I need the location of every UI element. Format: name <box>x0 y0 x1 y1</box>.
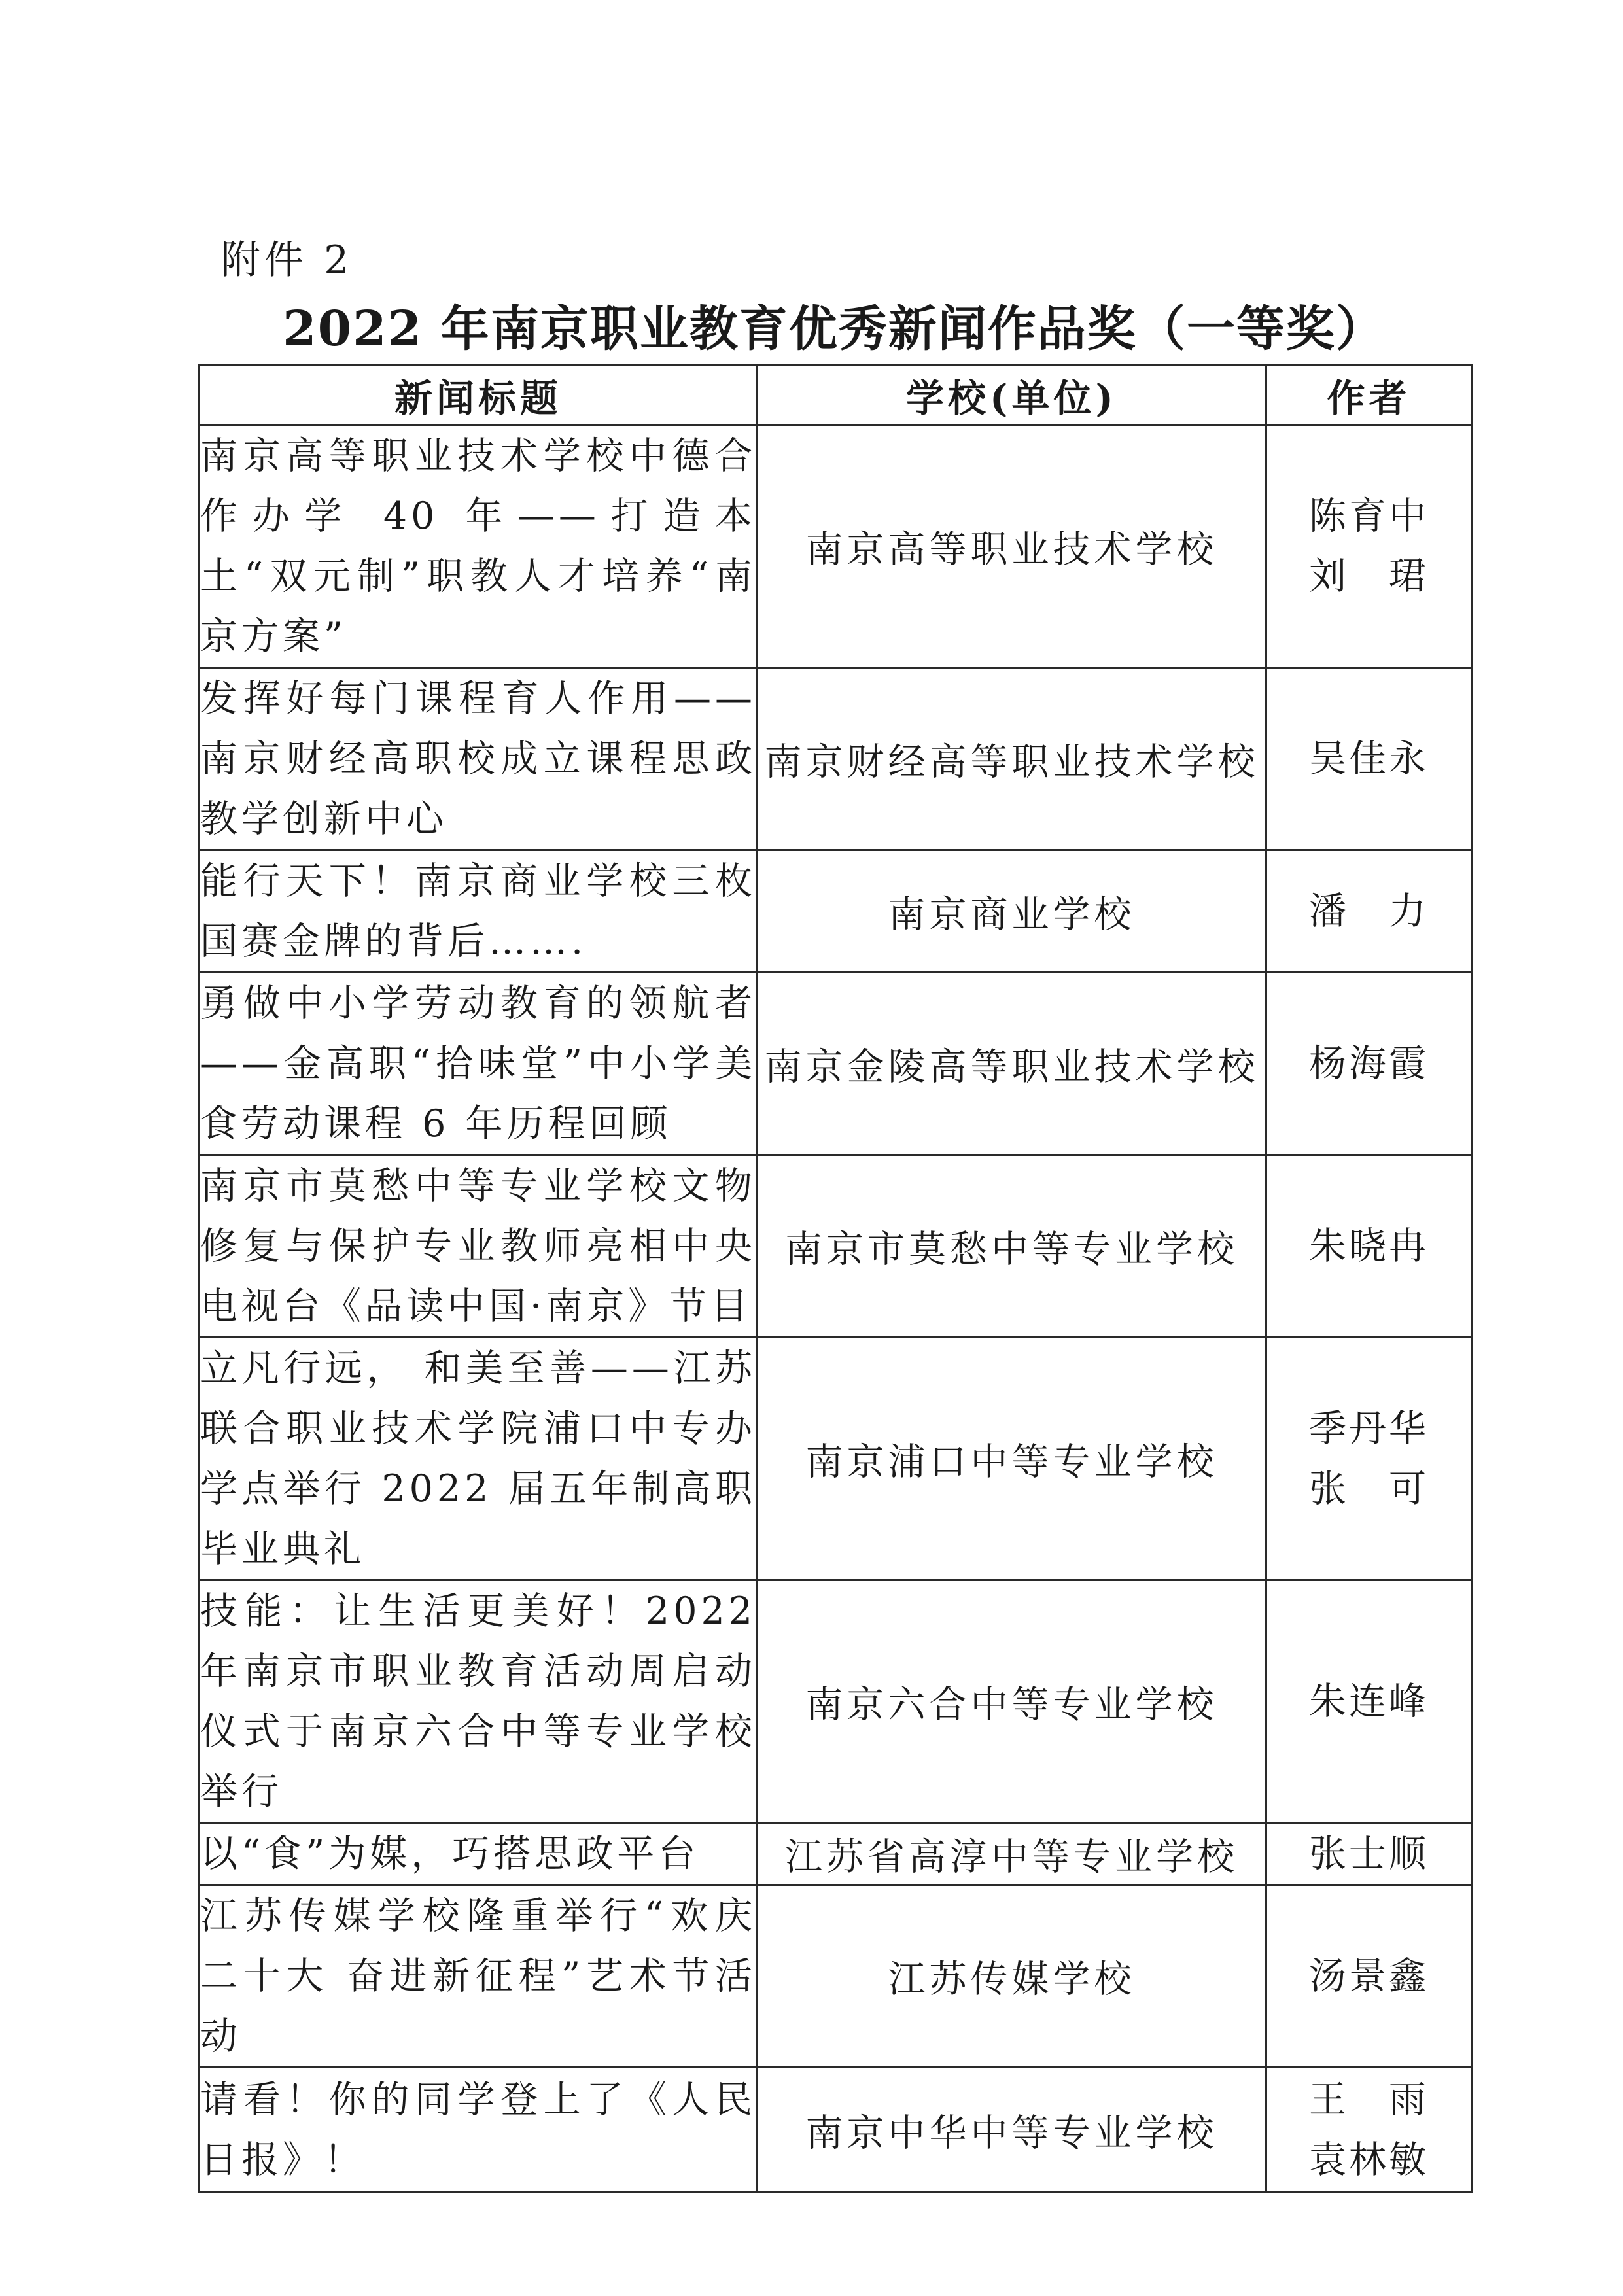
author-name: 吴佳永 <box>1309 737 1429 780</box>
school-cell: 南京高等职业技术学校 <box>758 425 1266 668</box>
table-row <box>200 1155 1472 1338</box>
news-title-cell: 请看！你的同学登上了《人民日报》！ <box>200 2068 758 2192</box>
header-author: 作者 <box>1266 365 1472 425</box>
school-cell: 南京商业学校 <box>758 850 1266 973</box>
news-title-cell: 技能：让生活更美好！2022 年南京市职业教育活动周启动仪式于南京六合中等专业学校举行 <box>200 1580 758 1823</box>
author-cell <box>1266 1155 1472 1338</box>
author-cell <box>1266 668 1472 850</box>
news-title-cell: 发挥好每门课程育人作用——南京财经高职校成立课程思政教学创新中心 <box>200 668 758 850</box>
author-name: 朱晓冉 <box>1309 1225 1429 1268</box>
school-cell: 江苏省高淳中等专业学校 <box>758 1823 1266 1885</box>
news-title-cell: 江苏传媒学校隆重举行“欢庆二十大 奋进新征程”艺术节活动 <box>200 1885 758 2068</box>
author-name: 潘 力 <box>1309 890 1429 933</box>
author-name: 陈育中 <box>1309 495 1429 538</box>
author-name: 杨海霞 <box>1309 1042 1429 1085</box>
header-school: 学校(单位) <box>758 365 1266 425</box>
author-cell <box>1266 425 1472 668</box>
author-cell <box>1266 1823 1472 1885</box>
table-row <box>200 2068 1472 2192</box>
table-row <box>200 425 1472 668</box>
table-row <box>200 1338 1472 1580</box>
news-title-cell: 南京高等职业技术学校中德合作办学 40 年——打造本土“双元制”职教人才培养“南京方案” <box>200 425 758 668</box>
document-title: 2022 年南京职业教育优秀新闻作品奖（一等奖） <box>283 301 1386 357</box>
table-header-row <box>200 365 1472 425</box>
school-cell: 南京财经高等职业技术学校 <box>758 668 1266 850</box>
author-name: 张士顺 <box>1309 1832 1429 1875</box>
table-row <box>200 850 1472 973</box>
award-table <box>198 364 1473 2193</box>
author-name: 刘 珺 <box>1309 555 1429 598</box>
author-cell <box>1266 1885 1472 2068</box>
attachment-label: 附件 2 <box>221 237 353 283</box>
news-title-cell: 以“食”为媒，巧搭思政平台 <box>200 1823 758 1885</box>
school-cell: 南京六合中等专业学校 <box>758 1580 1266 1823</box>
author-name: 朱连峰 <box>1309 1680 1429 1723</box>
news-title-cell: 勇做中小学劳动教育的领航者——金高职“拾味堂”中小学美食劳动课程 6 年历程回顾 <box>200 973 758 1155</box>
school-cell: 南京金陵高等职业技术学校 <box>758 973 1266 1155</box>
table-row <box>200 668 1472 850</box>
author-cell <box>1266 850 1472 973</box>
author-cell <box>1266 2068 1472 2192</box>
table-row <box>200 973 1472 1155</box>
school-cell: 江苏传媒学校 <box>758 1885 1266 2068</box>
author-cell <box>1266 1580 1472 1823</box>
table-row <box>200 1580 1472 1823</box>
news-title-cell: 南京市莫愁中等专业学校文物修复与保护专业教师亮相中央电视台《品读中国·南京》节目 <box>200 1155 758 1338</box>
table-row <box>200 1885 1472 2068</box>
author-name: 张 可 <box>1309 1467 1429 1510</box>
author-name: 季丹华 <box>1309 1407 1429 1450</box>
header-news-title: 新闻标题 <box>200 365 758 425</box>
school-cell: 南京浦口中等专业学校 <box>758 1338 1266 1580</box>
news-title-cell: 立凡行远， 和美至善——江苏联合职业技术学院浦口中专办学点举行 2022 届五年制高职毕业典礼 <box>200 1338 758 1580</box>
table-row <box>200 1823 1472 1885</box>
author-cell <box>1266 973 1472 1155</box>
author-name: 袁林敏 <box>1309 2138 1429 2182</box>
author-name: 汤景鑫 <box>1309 1955 1429 1998</box>
school-cell: 南京中华中等专业学校 <box>758 2068 1266 2192</box>
news-title-cell: 能行天下！南京商业学校三枚国赛金牌的背后……. <box>200 850 758 973</box>
author-name: 王 雨 <box>1309 2078 1429 2121</box>
school-cell: 南京市莫愁中等专业学校 <box>758 1155 1266 1338</box>
author-cell <box>1266 1338 1472 1580</box>
